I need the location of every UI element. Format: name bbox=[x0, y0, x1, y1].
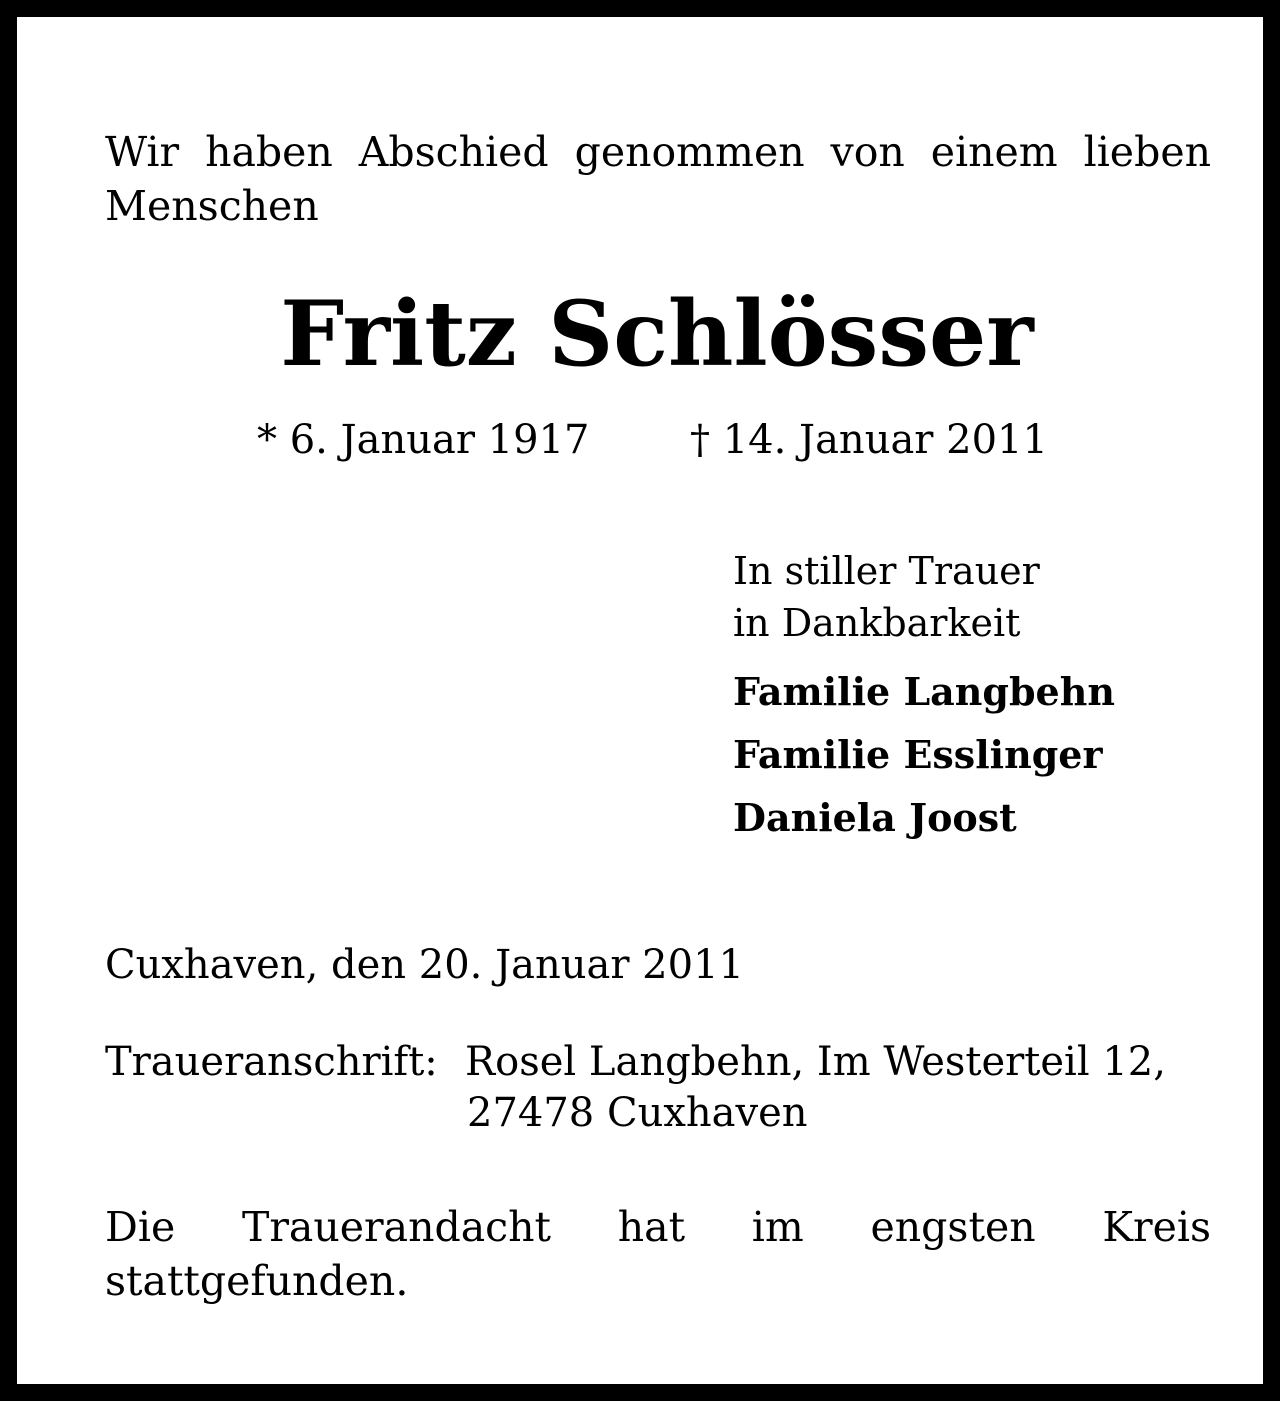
mourning-phrase bbox=[733, 545, 1040, 649]
closing-text: Die Trauerandacht hat im engsten Kreis stattgefunden. bbox=[105, 1203, 1211, 1305]
mourner-2: Familie Esslinger bbox=[733, 732, 1103, 777]
death-date: † 14. Januar 2011 bbox=[690, 417, 1048, 463]
intro-text: Wir haben Abschied genommen von einem lieben Menschen bbox=[105, 128, 1211, 230]
mourning-line-2: in Dankbarkeit bbox=[733, 601, 1021, 645]
address-line-1: Rosel Langbehn, Im Westerteil 12, bbox=[465, 1039, 1166, 1085]
address-line-2: 27478 Cuxhaven bbox=[467, 1090, 808, 1136]
address-label: Traueranschrift: bbox=[105, 1039, 438, 1085]
birth-date: * 6. Januar 1917 bbox=[257, 417, 590, 463]
deceased-name: Fritz Schlösser bbox=[280, 281, 1034, 387]
mourner-3: Daniela Joost bbox=[733, 795, 1017, 840]
place-and-date: Cuxhaven, den 20. Januar 2011 bbox=[105, 942, 744, 988]
mourning-line-1: In stiller Trauer bbox=[733, 549, 1040, 593]
mourner-1: Familie Langbehn bbox=[733, 669, 1115, 714]
